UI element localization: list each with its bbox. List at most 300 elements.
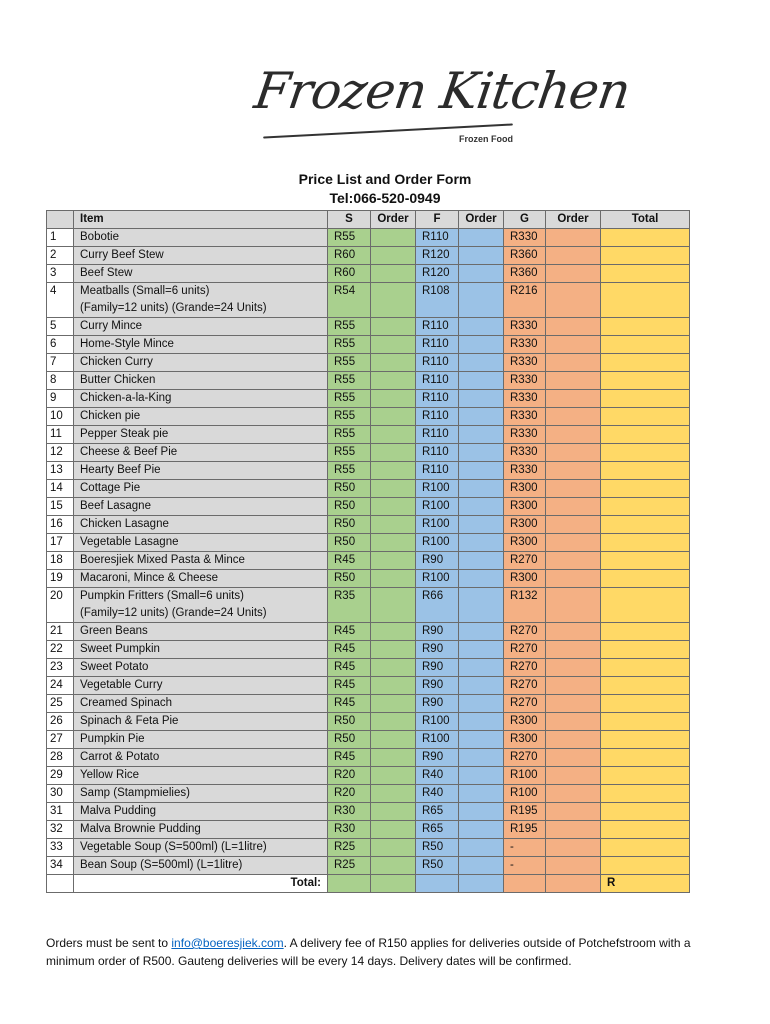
item-name <box>74 498 328 516</box>
item-name <box>74 749 328 767</box>
grand-total-field[interactable]: R <box>601 875 690 893</box>
price-small: R20 <box>328 785 371 803</box>
order-family-field[interactable] <box>459 623 504 641</box>
item-name-line: Green Beans <box>80 625 148 637</box>
item-name-line: Bobotie <box>80 231 120 243</box>
total-order-family[interactable] <box>459 875 504 893</box>
price-family: R90 <box>416 641 459 659</box>
row-total-field[interactable] <box>601 839 690 857</box>
row-total-field[interactable] <box>601 283 690 318</box>
logo-subtitle: Frozen Food <box>459 134 513 144</box>
row-total-field[interactable] <box>601 534 690 552</box>
price-family: R108 <box>416 283 459 318</box>
order-small-field[interactable] <box>371 677 416 695</box>
price-family: R90 <box>416 695 459 713</box>
order-grande-field[interactable] <box>546 426 601 444</box>
order-grande-field[interactable] <box>546 552 601 570</box>
item-name-line: Yellow Rice <box>80 769 140 781</box>
order-family-field[interactable] <box>459 498 504 516</box>
order-grande-field[interactable] <box>546 534 601 552</box>
price-small: R50 <box>328 534 371 552</box>
row-total-field[interactable] <box>601 821 690 839</box>
row-total-field[interactable] <box>601 247 690 265</box>
order-small-field[interactable] <box>371 318 416 336</box>
item-name <box>74 659 328 677</box>
order-family-field[interactable] <box>459 839 504 857</box>
table-row <box>47 426 690 444</box>
order-family-field[interactable] <box>459 247 504 265</box>
item-name <box>74 623 328 641</box>
price-family: R110 <box>416 408 459 426</box>
row-total-field[interactable] <box>601 229 690 247</box>
price-small: R55 <box>328 372 371 390</box>
order-grande-field[interactable] <box>546 803 601 821</box>
order-family-field[interactable] <box>459 713 504 731</box>
price-family: R120 <box>416 265 459 283</box>
header-number <box>47 211 74 229</box>
price-family: R65 <box>416 821 459 839</box>
item-name <box>74 318 328 336</box>
row-number: 23 <box>47 659 74 677</box>
email-link[interactable]: info@boeresjiek.com <box>171 936 284 950</box>
item-name <box>74 767 328 785</box>
order-family-field[interactable] <box>459 677 504 695</box>
row-number: 17 <box>47 534 74 552</box>
row-total-field[interactable] <box>601 695 690 713</box>
order-grande-field[interactable] <box>546 283 601 318</box>
order-grande-field[interactable] <box>546 749 601 767</box>
price-small: R54 <box>328 283 371 318</box>
order-small-field[interactable] <box>371 229 416 247</box>
item-name-line-2: (Family=12 units) (Grande=24 Units) <box>80 302 267 314</box>
item-name <box>74 336 328 354</box>
row-total-field[interactable] <box>601 803 690 821</box>
row-total-field[interactable] <box>601 516 690 534</box>
row-total-field[interactable] <box>601 570 690 588</box>
order-family-field[interactable] <box>459 390 504 408</box>
item-name <box>74 462 328 480</box>
item-name <box>74 803 328 821</box>
price-grande: R195 <box>504 803 546 821</box>
item-name <box>74 426 328 444</box>
row-total-field[interactable] <box>601 713 690 731</box>
order-family-field[interactable] <box>459 749 504 767</box>
order-small-field[interactable] <box>371 283 416 318</box>
price-small: R55 <box>328 318 371 336</box>
telephone-number: Tel:066-520-0949 <box>329 190 441 206</box>
order-grande-field[interactable] <box>546 265 601 283</box>
price-small: R35 <box>328 588 371 623</box>
price-family: R110 <box>416 444 459 462</box>
order-grande-field[interactable] <box>546 570 601 588</box>
item-name-line: Curry Mince <box>80 320 142 332</box>
order-family-field[interactable] <box>459 480 504 498</box>
order-grande-field[interactable] <box>546 318 601 336</box>
order-family-field[interactable] <box>459 570 504 588</box>
order-grande-field[interactable] <box>546 857 601 875</box>
header-total: Total <box>601 211 690 229</box>
price-family: R40 <box>416 767 459 785</box>
order-grande-field[interactable] <box>546 390 601 408</box>
price-grande: R270 <box>504 677 546 695</box>
order-small-field[interactable] <box>371 444 416 462</box>
order-family-field[interactable] <box>459 372 504 390</box>
header-order-grande: Order <box>546 211 601 229</box>
row-total-field[interactable] <box>601 641 690 659</box>
order-grande-field[interactable] <box>546 229 601 247</box>
order-family-field[interactable] <box>459 641 504 659</box>
item-name-line: Meatballs (Small=6 units) <box>80 285 210 297</box>
order-small-field[interactable] <box>371 498 416 516</box>
total-family <box>416 875 459 893</box>
price-family: R65 <box>416 803 459 821</box>
order-family-field[interactable] <box>459 336 504 354</box>
price-grande: R216 <box>504 283 546 318</box>
row-total-field[interactable] <box>601 336 690 354</box>
price-family: R50 <box>416 839 459 857</box>
order-small-field[interactable] <box>371 570 416 588</box>
order-family-field[interactable] <box>459 516 504 534</box>
table-row <box>47 283 690 318</box>
price-family: R110 <box>416 336 459 354</box>
table-row <box>47 247 690 265</box>
order-small-field[interactable] <box>371 588 416 623</box>
item-name <box>74 247 328 265</box>
row-total-field[interactable] <box>601 372 690 390</box>
row-total-field[interactable] <box>601 731 690 749</box>
price-small: R50 <box>328 731 371 749</box>
row-total-field[interactable] <box>601 390 690 408</box>
order-grande-field[interactable] <box>546 372 601 390</box>
total-small <box>328 875 371 893</box>
table-row <box>47 588 690 623</box>
price-small: R45 <box>328 641 371 659</box>
price-small: R55 <box>328 462 371 480</box>
order-grande-field[interactable] <box>546 516 601 534</box>
item-name-line: Cottage Pie <box>80 482 141 494</box>
order-small-field[interactable] <box>371 265 416 283</box>
order-family-field[interactable] <box>459 659 504 677</box>
price-grande: R270 <box>504 749 546 767</box>
item-name-line: Creamed Spinach <box>80 697 173 709</box>
price-small: R50 <box>328 480 371 498</box>
table-row <box>47 229 690 247</box>
row-total-field[interactable] <box>601 354 690 372</box>
order-small-field[interactable] <box>371 408 416 426</box>
order-small-field[interactable] <box>371 247 416 265</box>
order-family-field[interactable] <box>459 354 504 372</box>
order-grande-field[interactable] <box>546 408 601 426</box>
item-name-line: Vegetable Curry <box>80 679 163 691</box>
item-name <box>74 677 328 695</box>
order-grande-field[interactable] <box>546 588 601 623</box>
item-name-line: Sweet Pumpkin <box>80 643 160 655</box>
table-row <box>47 857 690 875</box>
item-name-line: Macaroni, Mince & Cheese <box>80 572 219 584</box>
row-total-field[interactable] <box>601 444 690 462</box>
row-total-field[interactable] <box>601 408 690 426</box>
order-small-field[interactable] <box>371 462 416 480</box>
order-family-field[interactable] <box>459 265 504 283</box>
price-family: R100 <box>416 570 459 588</box>
table-row <box>47 390 690 408</box>
item-name <box>74 354 328 372</box>
row-total-field[interactable] <box>601 857 690 875</box>
order-grande-field[interactable] <box>546 354 601 372</box>
price-family: R90 <box>416 552 459 570</box>
order-instructions <box>46 934 736 970</box>
order-family-field[interactable] <box>459 803 504 821</box>
table-row <box>47 408 690 426</box>
price-small: R55 <box>328 336 371 354</box>
order-grande-field[interactable] <box>546 623 601 641</box>
row-number: 13 <box>47 462 74 480</box>
row-total-field[interactable] <box>601 552 690 570</box>
row-total-field[interactable] <box>601 498 690 516</box>
table-row <box>47 336 690 354</box>
order-small-field[interactable] <box>371 426 416 444</box>
order-small-field[interactable] <box>371 785 416 803</box>
order-family-field[interactable] <box>459 444 504 462</box>
item-name <box>74 390 328 408</box>
price-small: R45 <box>328 552 371 570</box>
row-number: 8 <box>47 372 74 390</box>
price-grande: - <box>504 857 546 875</box>
price-family: R100 <box>416 731 459 749</box>
row-number: 18 <box>47 552 74 570</box>
order-small-field[interactable] <box>371 354 416 372</box>
order-small-field[interactable] <box>371 767 416 785</box>
row-total-field[interactable] <box>601 426 690 444</box>
total-row <box>47 875 690 893</box>
order-grande-field[interactable] <box>546 659 601 677</box>
order-family-field[interactable] <box>459 534 504 552</box>
order-family-field[interactable] <box>459 229 504 247</box>
total-row-spacer <box>47 875 74 893</box>
order-grande-field[interactable] <box>546 480 601 498</box>
order-grande-field[interactable] <box>546 695 601 713</box>
order-family-field[interactable] <box>459 821 504 839</box>
order-small-field[interactable] <box>371 336 416 354</box>
price-grande: R330 <box>504 408 546 426</box>
row-total-field[interactable] <box>601 767 690 785</box>
table-row <box>47 623 690 641</box>
price-family: R100 <box>416 516 459 534</box>
item-name <box>74 857 328 875</box>
order-small-field[interactable] <box>371 516 416 534</box>
item-name <box>74 534 328 552</box>
price-small: R45 <box>328 695 371 713</box>
item-name <box>74 839 328 857</box>
order-grande-field[interactable] <box>546 767 601 785</box>
order-small-field[interactable] <box>371 749 416 767</box>
row-number: 11 <box>47 426 74 444</box>
order-small-field[interactable] <box>371 534 416 552</box>
row-total-field[interactable] <box>601 623 690 641</box>
item-name-line: Beef Stew <box>80 267 133 279</box>
order-grande-field[interactable] <box>546 462 601 480</box>
item-name-line: Chicken pie <box>80 410 141 422</box>
item-name <box>74 265 328 283</box>
row-number: 9 <box>47 390 74 408</box>
item-name <box>74 444 328 462</box>
row-total-field[interactable] <box>601 265 690 283</box>
row-number: 25 <box>47 695 74 713</box>
item-name <box>74 713 328 731</box>
order-family-field[interactable] <box>459 695 504 713</box>
item-name <box>74 283 328 318</box>
price-family: R50 <box>416 857 459 875</box>
price-family: R110 <box>416 426 459 444</box>
price-grande: R300 <box>504 713 546 731</box>
price-family: R100 <box>416 713 459 731</box>
row-number: 4 <box>47 283 74 318</box>
table-row <box>47 372 690 390</box>
row-total-field[interactable] <box>601 480 690 498</box>
order-small-field[interactable] <box>371 552 416 570</box>
table-row <box>47 803 690 821</box>
total-label: Total: <box>74 875 328 893</box>
table-row <box>47 659 690 677</box>
logo-script-text: Frozen Kitchen <box>250 62 634 120</box>
order-grande-field[interactable] <box>546 336 601 354</box>
price-small: R45 <box>328 749 371 767</box>
table-row <box>47 265 690 283</box>
price-grande: R300 <box>504 570 546 588</box>
row-total-field[interactable] <box>601 659 690 677</box>
order-small-field[interactable] <box>371 731 416 749</box>
table-row <box>47 354 690 372</box>
price-grande: R300 <box>504 480 546 498</box>
row-number: 24 <box>47 677 74 695</box>
item-name <box>74 570 328 588</box>
table-row <box>47 821 690 839</box>
price-grande: R270 <box>504 552 546 570</box>
row-number: 6 <box>47 336 74 354</box>
item-name <box>74 821 328 839</box>
order-family-field[interactable] <box>459 283 504 318</box>
total-order-small[interactable] <box>371 875 416 893</box>
table-header-row <box>47 211 690 229</box>
price-family: R100 <box>416 534 459 552</box>
item-name-line: Chicken Lasagne <box>80 518 169 530</box>
price-family: R100 <box>416 498 459 516</box>
price-family: R110 <box>416 372 459 390</box>
item-name-line: Home-Style Mince <box>80 338 174 350</box>
table-row <box>47 534 690 552</box>
row-number: 29 <box>47 767 74 785</box>
row-number: 3 <box>47 265 74 283</box>
header-family: F <box>416 211 459 229</box>
order-grande-field[interactable] <box>546 444 601 462</box>
row-number: 2 <box>47 247 74 265</box>
row-number: 32 <box>47 821 74 839</box>
item-name-line: Carrot & Potato <box>80 751 160 763</box>
frozen-kitchen-logo <box>250 62 634 152</box>
order-small-field[interactable] <box>371 839 416 857</box>
total-order-grande[interactable] <box>546 875 601 893</box>
price-small: R55 <box>328 390 371 408</box>
row-number: 27 <box>47 731 74 749</box>
row-number: 20 <box>47 588 74 623</box>
price-small: R50 <box>328 498 371 516</box>
order-family-field[interactable] <box>459 426 504 444</box>
order-grande-field[interactable] <box>546 641 601 659</box>
row-total-field[interactable] <box>601 462 690 480</box>
order-small-field[interactable] <box>371 695 416 713</box>
order-small-field[interactable] <box>371 821 416 839</box>
item-name-line: Pumpkin Fritters (Small=6 units) <box>80 590 244 602</box>
order-small-field[interactable] <box>371 372 416 390</box>
order-small-field[interactable] <box>371 641 416 659</box>
item-name-line: Pepper Steak pie <box>80 428 169 440</box>
order-grande-field[interactable] <box>546 677 601 695</box>
price-grande: R360 <box>504 265 546 283</box>
table-row <box>47 839 690 857</box>
price-grande: R330 <box>504 426 546 444</box>
order-grande-field[interactable] <box>546 713 601 731</box>
price-family: R90 <box>416 749 459 767</box>
order-family-field[interactable] <box>459 731 504 749</box>
row-total-field[interactable] <box>601 318 690 336</box>
price-grande: R330 <box>504 354 546 372</box>
order-family-field[interactable] <box>459 552 504 570</box>
order-small-field[interactable] <box>371 659 416 677</box>
price-small: R45 <box>328 623 371 641</box>
price-grande: R330 <box>504 372 546 390</box>
row-number: 12 <box>47 444 74 462</box>
order-family-field[interactable] <box>459 767 504 785</box>
row-number: 22 <box>47 641 74 659</box>
row-total-field[interactable] <box>601 785 690 803</box>
item-name-line: Butter Chicken <box>80 374 156 386</box>
order-grande-field[interactable] <box>546 731 601 749</box>
price-grande: R270 <box>504 695 546 713</box>
order-family-field[interactable] <box>459 588 504 623</box>
order-small-field[interactable] <box>371 857 416 875</box>
order-small-field[interactable] <box>371 623 416 641</box>
order-grande-field[interactable] <box>546 839 601 857</box>
row-total-field[interactable] <box>601 677 690 695</box>
price-grande: R330 <box>504 462 546 480</box>
order-family-field[interactable] <box>459 462 504 480</box>
item-name <box>74 552 328 570</box>
row-number: 15 <box>47 498 74 516</box>
row-total-field[interactable] <box>601 588 690 623</box>
order-small-field[interactable] <box>371 803 416 821</box>
item-name <box>74 695 328 713</box>
order-grande-field[interactable] <box>546 785 601 803</box>
price-order-table <box>46 210 690 893</box>
order-family-field[interactable] <box>459 318 504 336</box>
order-grande-field[interactable] <box>546 821 601 839</box>
order-small-field[interactable] <box>371 713 416 731</box>
table-row <box>47 785 690 803</box>
order-grande-field[interactable] <box>546 498 601 516</box>
price-small: R30 <box>328 821 371 839</box>
row-total-field[interactable] <box>601 749 690 767</box>
item-name <box>74 588 328 623</box>
order-family-field[interactable] <box>459 408 504 426</box>
order-grande-field[interactable] <box>546 247 601 265</box>
order-family-field[interactable] <box>459 785 504 803</box>
price-grande: R195 <box>504 821 546 839</box>
order-small-field[interactable] <box>371 390 416 408</box>
order-small-field[interactable] <box>371 480 416 498</box>
header-grande: G <box>504 211 546 229</box>
order-family-field[interactable] <box>459 857 504 875</box>
row-number: 26 <box>47 713 74 731</box>
